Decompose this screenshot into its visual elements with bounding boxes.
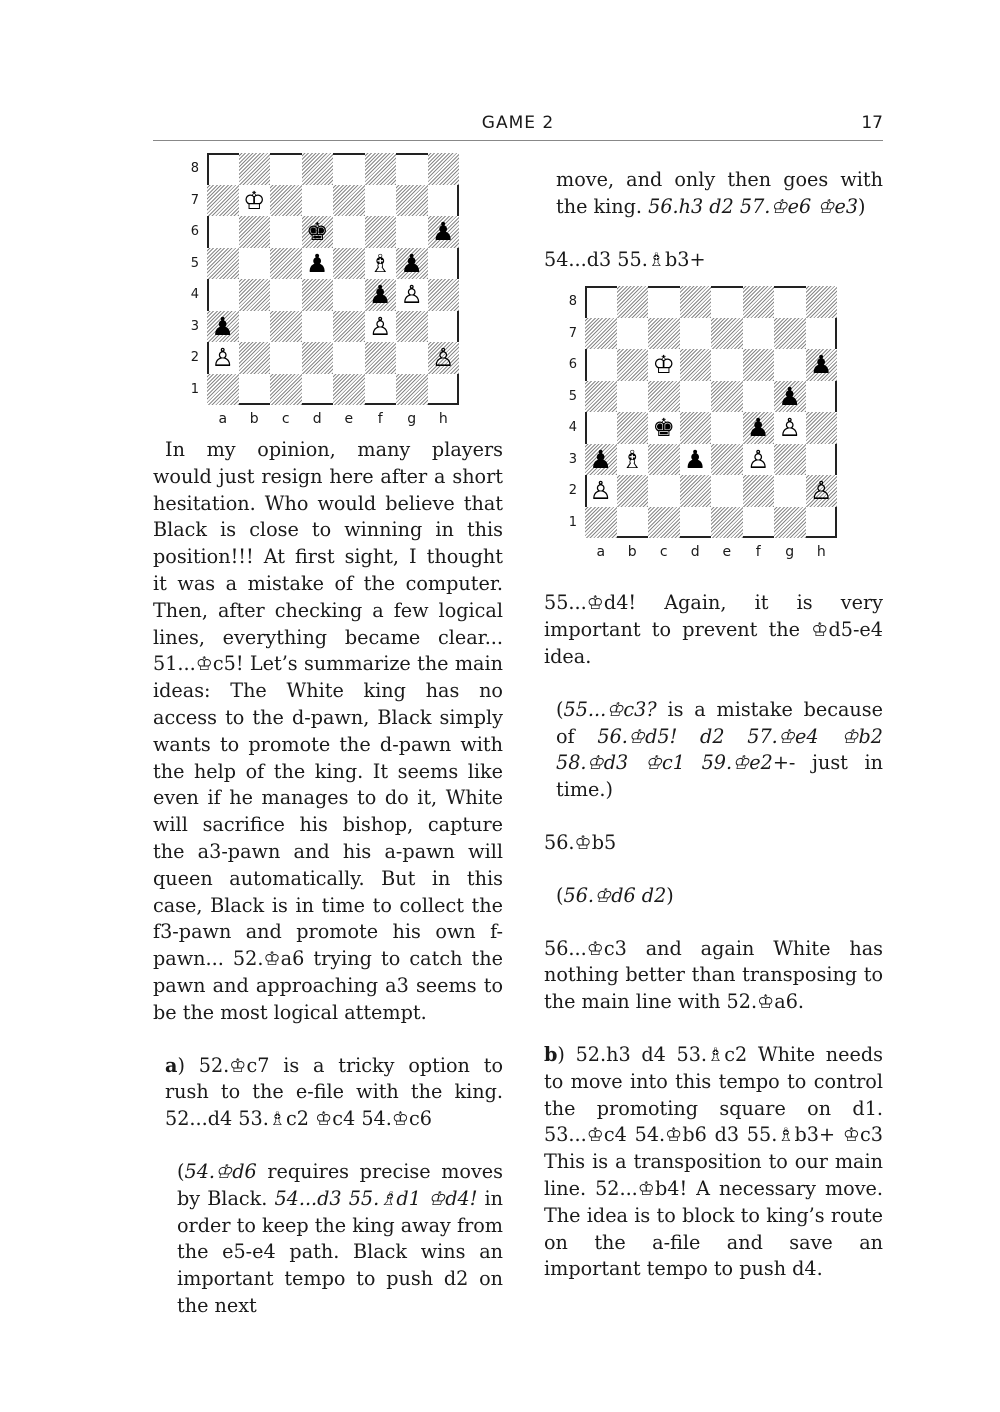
main-paragraph: In my opinion, many players would just resign here after a short hesitation. Who would believe that Black is close to winning in this position!!! At first sight, I thought it was a mistake of the computer. Then, after checking a few logical lines, everything became clear... 51...♔c5! Let’s summarize the main ideas: The White king has no access to the d-pawn, Black simply wants to promote the d-pawn with the help of the king. It seems like even if he manages to do it, White will sacrifice his bishop, capture the a3-pawn and his a-pawn will queen automatically. But in this case, Black is in time to collect the f3-pawn and promote his own f-pawn... 52.♔a6 trying to catch the pawn and approaching a3 seems to be the most logical attempt. [153,438,503,1024]
variation-a-label: a [165,1053,178,1077]
rank-label: 7 [190,192,199,208]
square-e4 [333,279,365,311]
piece-a2: ♙ [589,476,612,505]
square-f6 [365,216,397,248]
square-c8 [270,153,302,185]
square-h5 [428,248,460,280]
variation-55 [556,697,883,804]
move-line-54: 54...d3 55.♗b3+ [544,247,706,271]
rank-label: 4 [568,420,577,435]
square-e2 [333,342,365,374]
sub-variation-text: requires precise moves by Black. [177,1159,503,1210]
rank-label: 1 [190,381,199,397]
square-b1 [239,374,271,406]
rank-label: 8 [568,294,577,309]
piece-f4: ♟ [747,413,770,442]
square-b4 [239,279,271,311]
variation-b [544,1042,883,1283]
piece-b7: ♔ [243,185,266,215]
square-c6 [270,216,302,248]
file-label: f [377,411,383,427]
square-e5 [333,248,365,280]
right-column [544,167,883,1283]
piece-c6: ♔ [652,350,675,379]
variation-a [153,1053,503,1133]
paren: ( [177,1159,185,1183]
italic-move: 55...♔c3? [563,697,657,721]
square-f1 [365,374,397,406]
piece-h2: ♙ [432,343,455,372]
square-h7 [428,185,460,217]
square-h4 [428,279,460,311]
square-b2 [239,342,271,374]
continued-text: move, and only then goes with the king. [556,168,883,218]
variation-b-label: b [544,1042,558,1066]
rank-label: 7 [568,325,577,341]
file-label: a [596,544,606,560]
piece-d5: ♟ [306,248,329,278]
square-a8 [207,153,239,185]
square-d3 [302,311,334,343]
square-b6 [239,216,271,248]
chess-diagram-1 [190,153,459,427]
chapter-title: GAME 2 [481,113,555,133]
square-g3 [396,311,428,343]
piece-a3: ♟ [589,444,612,474]
piece-f5: ♗ [369,248,392,278]
file-label: a [218,411,228,427]
piece-d6: ♚ [306,217,329,246]
square-g2 [396,342,428,374]
square-g7 [396,185,428,217]
rank-label: 2 [568,483,577,498]
square-a1 [207,374,239,406]
rank-label: 4 [190,287,199,302]
rank-label: 6 [190,224,199,239]
file-label: b [627,544,637,560]
italic-moves: 54...d3 55.♗d1 ♔d4! [274,1186,478,1210]
square-c3 [270,311,302,343]
file-label: e [344,411,354,427]
paren: ( [556,883,564,907]
rank-label: 5 [190,255,199,271]
variation-text: is a mistake because of [556,697,883,748]
square-h3 [428,311,460,343]
file-label: d [690,544,700,560]
file-label: c [659,544,668,560]
square-e7 [333,185,365,217]
file-label: c [281,411,290,427]
piece-g5: ♟ [400,248,423,278]
variation-56 [556,883,883,910]
rank-label: 5 [568,388,577,404]
italic-moves: 56.♔d6 d2 [563,883,667,907]
piece-d3: ♟ [684,444,707,474]
square-e1 [333,374,365,406]
square-f8 [365,153,397,185]
paren: ) [858,194,866,218]
file-label: b [249,411,259,427]
piece-a2: ♙ [211,343,234,372]
piece-f3: ♙ [369,311,392,341]
square-c2 [270,342,302,374]
square-h1 [428,374,460,406]
square-d2 [302,342,334,374]
square-a5 [207,248,239,280]
square-e6 [333,216,365,248]
piece-c4: ♚ [652,413,675,442]
file-label: g [785,544,795,560]
paragraph-56: 56...♔c3 and again White has nothing better than transposing to the main line with 52.♔a6. [544,936,883,1014]
square-g8 [396,153,428,185]
square-g1 [396,374,428,406]
square-a4 [207,279,239,311]
file-label: h [816,544,826,560]
rank-label: 8 [190,161,199,176]
square-c7 [270,185,302,217]
file-label: g [407,411,417,427]
square-b8 [239,153,271,185]
piece-g4: ♙ [400,280,423,309]
page-number: 17 [861,113,883,133]
piece-f3: ♙ [747,444,770,474]
rank-label: 6 [568,357,577,372]
sub-variation-text-2: in order to keep the king away from the e5-e4 path. Black wins an important tempo to push d2 on the next [177,1186,504,1317]
piece-g5: ♟ [778,381,801,411]
paren: ) [666,883,674,907]
variation-b-text: ) 52.h3 d4 53.♗c2 White needs to move into this tempo to control the promoting square on d1. 53...♔c4 54.♔b6 d3 55.♗b3+ ♔c3 This is a transposition to our main line. 52...♔b4! A necessary move. The idea is to block to king’s route on the a-file and save an important tempo to push d4. [544,1042,883,1281]
square-h8 [428,153,460,185]
italic-move: 54.♔d6 [184,1159,257,1183]
file-label: d [312,411,322,427]
rank-label: 1 [568,514,577,530]
move-line-56: 56.♔b5 [544,830,617,854]
continued-italic: 56.h3 d2 57.♔e6 ♔e3 [648,194,859,218]
left-column [153,437,503,1320]
sub-variation [165,1159,503,1320]
square-a6 [207,216,239,248]
square-g6 [396,216,428,248]
piece-h6: ♟ [432,217,455,246]
rank-label: 3 [190,318,199,334]
square-d4 [302,279,334,311]
square-d7 [302,185,334,217]
diagram-space [544,273,883,590]
piece-h2: ♙ [810,476,833,505]
square-b5 [239,248,271,280]
piece-h6: ♟ [810,350,833,379]
file-label: h [438,411,448,427]
square-e3 [333,311,365,343]
square-d8 [302,153,334,185]
file-label: e [722,544,732,560]
square-b3 [239,311,271,343]
variation-text-2: +- just in time.) [556,751,883,802]
file-label: f [755,544,761,560]
square-c4 [270,279,302,311]
rank-label: 2 [190,350,199,365]
square-f7 [365,185,397,217]
piece-g4: ♙ [778,413,801,442]
piece-f4: ♟ [369,280,392,309]
square-c1 [270,374,302,406]
paren: ( [556,697,564,721]
italic-moves: 56.♔d5! d2 57.♔e4 ♔b2 58.♔d3 ♔c1 59.♔e2 [556,724,883,775]
square-e8 [333,153,365,185]
square-c5 [270,248,302,280]
piece-b3: ♗ [621,444,644,474]
variation-a-text: ) 52.♔c7 is a tricky option to rush to the e-file with the king. 52...d4 53.♗c2 ♔c4 54.♔c6 [165,1053,503,1131]
continued-variation [556,167,883,221]
square-d1 [302,374,334,406]
paragraph-55: 55...♔d4! Again, it is very important to prevent the ♔d5-e4 idea. [544,591,883,668]
rank-label: 3 [568,451,577,467]
piece-a3: ♟ [211,311,234,341]
square-a7 [207,185,239,217]
running-header [153,113,883,141]
square-f2 [365,342,397,374]
